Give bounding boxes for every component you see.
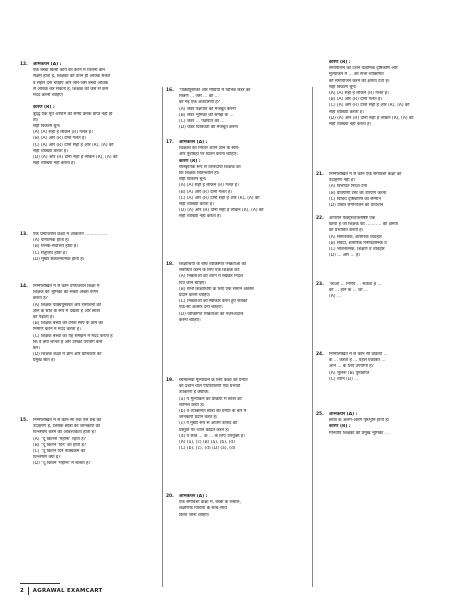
answer-option: (A) सामाजिक, शारीरिक व्यवहार — [329, 234, 382, 240]
question-block — [316, 412, 458, 437]
question-block — [20, 62, 160, 167]
question-line: निम्नलिखित में से कौन एक समावेशी कक्षा का — [329, 172, 402, 177]
question-line: मदद करनी चाहिए। — [33, 93, 64, 99]
answer-option: (B) "दू कितने 'दिन' का होता है? — [33, 442, 87, 448]
answer-option: (B) संवेदी, शारीरिक मनोवैज्ञानिक व — [329, 240, 387, 246]
question-line: निम्नलिखित में से कौन सी प्रक्रिया ... — [329, 352, 388, 357]
question-line: 'पाठ्यपुस्तकों और मीडिया में विभिन्न जेंडर का — [179, 88, 251, 93]
question-line: शिक्षक की भूमिका का सबसे अच्छा वर्णन — [33, 290, 99, 296]
answer-option: ज्ञान के स्रोत के रूप में देखता है और छात्रों — [33, 308, 100, 314]
question-line: अभिकथन (A) : — [33, 62, 62, 67]
question-number: 23. — [316, 282, 324, 287]
question-body — [179, 88, 309, 131]
question-line: शैक्षणिक विधियों के साथ-साथ — [179, 506, 227, 512]
question-line: किया जाना चाहिए। — [179, 512, 210, 518]
question-line: उपकरण हैं क्योंकि: — [179, 390, 210, 396]
answer-option: सही विकल्प चुनें। — [33, 124, 61, 130]
question-block — [20, 284, 160, 365]
answer-option: (A) ... — [329, 294, 342, 300]
question-number: 17. — [166, 140, 174, 145]
question-line: व सहारे देना चाहिए और जैसे-जैसे बच्चा अधिक — [33, 80, 109, 86]
question-body — [179, 494, 309, 519]
brand-name: AGRAWAL EXAMCART — [32, 588, 103, 594]
answer-option: सही व्याख्या नहीं करता है। — [329, 122, 372, 128]
question-block — [316, 282, 458, 301]
answer-option: (D) (A) और (R) दोनों सही हैं लेकिन (R), (A) की — [33, 155, 118, 161]
answer-option: (D) (A) और (R) दोनों सही हैं लेकिन (R), (A) की — [329, 115, 414, 121]
question-body — [33, 284, 160, 365]
page-number: 2 — [20, 588, 24, 594]
answer-option: (B) (A) और (R) दोनों गलत हैं। — [329, 97, 382, 103]
answer-option: (A) योगात्मक होता है। — [33, 238, 70, 244]
answer-option: (A) भिन्नताओं को ध्यान में रखकर निर्देश — [179, 274, 244, 280]
answer-option: (A) "दू कितना 'महीना' रहता है? — [33, 436, 86, 442]
question-body — [179, 140, 309, 221]
question-number: 19. — [166, 378, 174, 383]
answer-option: (A) (A) सही है लेकिन (R) गलत है। — [179, 183, 239, 189]
question-line: क्रिया हैं जो शिक्षक को ........... की क्षमता — [329, 222, 399, 228]
question-line: शिक्षार्थियों के बीच व्यक्तिगत भिन्नताओं को — [179, 262, 247, 267]
question-line: से अधिक कर सकता है, शिक्षक को कम से कम — [33, 86, 109, 92]
answer-option: (C) शिक्षक बच्चों को यह समझने में मदद करता है — [33, 333, 113, 339]
question-line: छात्रों के अलग-अलग पृष्ठभूमि होती है। — [329, 418, 390, 424]
question-line: सांस्कृतिक रूप से उत्तरदायी शिक्षक का — [179, 164, 241, 170]
question-line: को प्रभावित करती है। — [329, 228, 364, 234]
question-line: और पूर्वाग्रहों पर चिंतन करना चाहिए। — [179, 152, 238, 158]
question-number: 13. — [20, 232, 28, 237]
column-divider-left — [162, 87, 163, 587]
question-line: कारण (R) : — [329, 60, 351, 65]
answer-option: (C) जेंडर ... पक्षपात का ... — [179, 119, 225, 125]
answer-option: (C) संतुलित होता है। — [33, 250, 67, 256]
question-number: 21. — [316, 172, 324, 177]
question-line: संबोधित करने के लिए एक शिक्षक को: — [179, 268, 241, 274]
answer-option: दिए जाने चाहिए। — [179, 280, 207, 286]
question-line: के ... करता है ... पहले एकत्रित ... — [329, 358, 386, 364]
footer-rule — [20, 583, 60, 584]
answer-option: (C) (A) और (R) दोनों सही हैं और (R), (A) की — [33, 142, 114, 148]
answer-option: जानकारी प्रदान करते हैं। — [179, 415, 218, 421]
question-line: विश्लेषण करने की आवश्यकता होती है? — [33, 430, 97, 436]
question-number: 18. — [166, 262, 174, 267]
answer-option: सही व्याख्या करता है। — [33, 148, 68, 154]
answer-option: सही व्याख्या करता है। — [329, 109, 364, 115]
answer-option: (c) ये मुख्य रूप से अंतिम उत्पाद की — [179, 421, 238, 427]
question-line: निम्नलिखित में से कौन-सा एक ऐसे प्रश्न का — [33, 418, 102, 423]
answer-option: (B) मानक-संदर्भित होता है। — [33, 244, 78, 250]
answer-option: (C) भिन्नताओं को स्वीकार करते हुए सबको — [179, 299, 248, 305]
answer-option: (C) ध्यान (D) ... — [329, 376, 359, 382]
answer-option: सही विकल्प चुनें। — [329, 84, 357, 90]
question-line: कारण (R) : — [33, 105, 55, 111]
question-line: को समायोजन करने की क्षमता देता है। — [329, 78, 390, 84]
question-number: 16. — [166, 88, 174, 93]
question-line: सक्षम होता है, शिक्षकों को उतने ही अधिक संकेत — [33, 74, 111, 80]
answer-option: निर्माण करने में मदद करता है। — [33, 327, 81, 333]
question-line: कि शिक्षक चिंतनशील हो। — [179, 171, 220, 177]
question-block — [20, 418, 160, 468]
answer-option: (A) शिक्षक पाठ्यपुस्तकों और संसाधनों को — [33, 302, 101, 308]
answer-option: (D) शिक्षक कक्षा में ज्ञान और प्राधिकार का — [33, 352, 102, 358]
answer-option: (a) ये मूल्यांकन की प्रक्रिया में छात्रों को — [179, 396, 242, 402]
question-body — [329, 352, 458, 383]
question-line: को ... होने के ... जो ... — [329, 288, 369, 294]
answer-option: (B) (A) और (R) दोनों गलत हैं। — [33, 136, 86, 142]
question-body — [179, 262, 309, 324]
answer-option: (A) (A) सही है लेकिन (R) गलत है। — [329, 91, 389, 97]
question-line: एक प्रगतिशील कक्षा में आकलन ................ — [33, 232, 108, 237]
answer-option: (D) मुख्य संकलनात्मक होता है। — [33, 256, 85, 262]
question-number: 15. — [20, 418, 28, 423]
question-line: रचनात्मक मूल्यांकन के लिए कक्षा की प्रगति — [179, 378, 248, 383]
question-line: मूल्यांकन में ... की सभी व्यक्तिगत — [329, 72, 384, 78]
answer-option: प्रदान करना चाहिए। — [179, 293, 211, 299]
question-block — [316, 216, 458, 259]
answer-option: करना चाहिए। — [179, 317, 201, 323]
question-block — [20, 232, 160, 263]
answer-option: (C) "दू कितने दिन पाठ्यक्रम का — [33, 449, 86, 455]
answer-option: सही व्याख्या करता है। — [179, 202, 214, 208]
question-line: मानवीय शिक्षकों की प्रमुख भूमिका ... — [329, 430, 389, 436]
answer-option: कि वे क्या जानते हैं और उसका उपयोग कैसे — [33, 339, 103, 345]
question-body — [329, 60, 458, 128]
answer-option: एक-सा अवसर देना चाहिए। — [179, 305, 223, 311]
answer-option: (C) (A) और (R) दोनों सही हैं और (R), (A) की — [179, 195, 260, 201]
question-block — [166, 378, 309, 452]
question-number: 25. — [316, 412, 324, 417]
question-line: समायोजन का दर्शन वैज्ञानिक दृष्टिकोण और — [329, 66, 398, 72]
question-line: अभिकथन (A) : — [329, 412, 358, 417]
answer-option: को पढ़ाता है। — [33, 315, 55, 321]
question-body — [329, 412, 458, 437]
answer-option: (D) ... और ... हैं। — [329, 253, 361, 259]
question-line: शिक्षकों को निरंतर अपने ज्ञान के स्वयं- — [179, 146, 240, 152]
answer-option: (B) प्रतियोगी टेस्ट का उपयोग करना — [329, 190, 387, 196]
question-line: अभिकथन (A) : — [179, 494, 208, 499]
answer-option: प्रमुख स्रोत है। — [33, 358, 56, 364]
question-line: बुद्धि एक मूर्त आयाम की समग्र करके प्राप्त नहीं हो — [33, 111, 113, 117]
answer-option: सही व्याख्या नहीं करता है। — [179, 214, 222, 220]
question-line: आपरान फैक्ट्स/विशेषिष्ट एक — [329, 216, 376, 221]
question-block — [166, 140, 309, 221]
answer-option: (d) ये छात्र ... के ... के लिए उपयुक्त हैं। — [179, 433, 245, 439]
question-line: उदाहरण नहीं है? — [329, 178, 356, 184]
answer-option: (C) (A) और (R) दोनों सही हैं और (R), (A) की — [329, 103, 410, 109]
answer-option: (D) जेंडर विविधता को मजबूत करना — [179, 125, 238, 131]
question-line: उदाहरण है, जिसके छात्रों को जानकारी का — [33, 424, 101, 430]
answer-option: (A) विभेदित निर्देश देना — [329, 184, 368, 190]
question-line: एक बच्चा किसी कार्य को करने में जितना कम — [33, 68, 105, 74]
question-body — [329, 216, 458, 259]
question-line: कारण (R) : — [329, 424, 351, 430]
answer-option: (B) (A) और (R) दोनों गलत हैं। — [179, 189, 232, 195]
answer-option: करें। — [33, 346, 40, 352]
question-body — [33, 62, 160, 167]
question-block — [166, 494, 309, 519]
question-line: को दर्शाने वाले पोर्टफोलियो एक प्रभावी — [179, 384, 241, 390]
question-block — [316, 172, 458, 209]
answer-option: (D) (A) और (R) दोनों सही हैं लेकिन (R), (A) की — [179, 208, 264, 214]
question-body — [179, 378, 309, 452]
question-line: 'जाओ ... निर्णय ... सकता है ... — [329, 282, 382, 287]
answer-option: सही विकल्प चुनें। — [179, 177, 207, 183]
answer-option: (A) जेंडर पक्षपात को मजबूत करना — [179, 106, 236, 112]
question-line: चित्रण ... जैसे ... को ...' — [179, 94, 221, 100]
question-body — [329, 172, 458, 209]
question-block — [316, 60, 458, 128]
answer-option: (B) जेंडर भूमिका की समझ के ... — [179, 112, 234, 118]
answer-option: (A) भूलना (B) पुनर्प्राप्ति — [329, 370, 370, 376]
question-line: ता। — [33, 117, 39, 123]
question-block — [316, 352, 458, 383]
question-block — [166, 88, 309, 131]
answer-option: (b) ये व्यक्तिगत छात्रों की प्रगति के बारे में — [179, 409, 247, 415]
answer-option: (A) (A) सही है लेकिन (R) गलत है। — [33, 130, 93, 136]
question-number: 24. — [316, 352, 324, 357]
answer-option: शामिल करते हैं। — [179, 402, 205, 408]
question-line: कारण (R) : — [179, 158, 201, 164]
answer-option: सही व्याख्या नहीं करता है। — [33, 161, 76, 167]
answer-option: (C) विविध दृष्टिकोणों का सम्मान — [329, 196, 381, 202]
footer-separator — [28, 587, 29, 595]
column-divider-right — [312, 87, 313, 587]
answer-option: (C) भावनात्मक, शिक्षण व व्यवहार — [329, 247, 385, 253]
question-line: की गई एक अवधारणा है? — [179, 100, 220, 106]
question-number: 12. — [20, 62, 28, 67]
answer-option: (C) (b), (c), (d) (D) (a), (d) — [179, 446, 236, 452]
question-line: निम्नलिखित में से कौन प्रगतिशील शिक्षा में — [33, 284, 100, 289]
question-line: आने ... के लिए उपयोगी है? — [329, 364, 374, 370]
question-number: 20. — [166, 494, 174, 499]
answer-option: विश्लेषण क्या है? — [33, 455, 61, 461]
question-line: करता है? — [33, 296, 48, 302]
answer-option: (A) (a), (c) (B) (a), (b), (d) — [179, 440, 235, 446]
question-number: 22. — [316, 216, 324, 221]
question-body — [33, 418, 160, 468]
question-line: एक समावेशी कक्षा में, बच्चों के लचीले, — [179, 500, 241, 506]
answer-option: प्रस्तुति पर ध्यान केंद्रित करते हैं। — [179, 427, 230, 433]
question-block — [166, 262, 309, 324]
question-line: अभिकथन (A) : — [179, 140, 208, 145]
page-footer — [20, 586, 460, 596]
question-number: 14. — [20, 284, 28, 289]
question-body — [329, 282, 458, 301]
answer-option: (D) व्यक्तिगत भिन्नताओं को नज़रअंदाज — [179, 311, 244, 317]
answer-option: (B) शिक्षक बच्चों को उनके स्वयं के ज्ञान का — [33, 321, 104, 327]
answer-option: (D) "दू कितने 'महीनों' में चलता है? — [33, 461, 91, 467]
answer-option: (B) सभी शिक्षार्थियों के लिए एक समान अवसर — [179, 286, 254, 292]
answer-option: (D) उचित समायोजन का प्रावधान — [329, 203, 384, 209]
question-body — [33, 232, 160, 263]
